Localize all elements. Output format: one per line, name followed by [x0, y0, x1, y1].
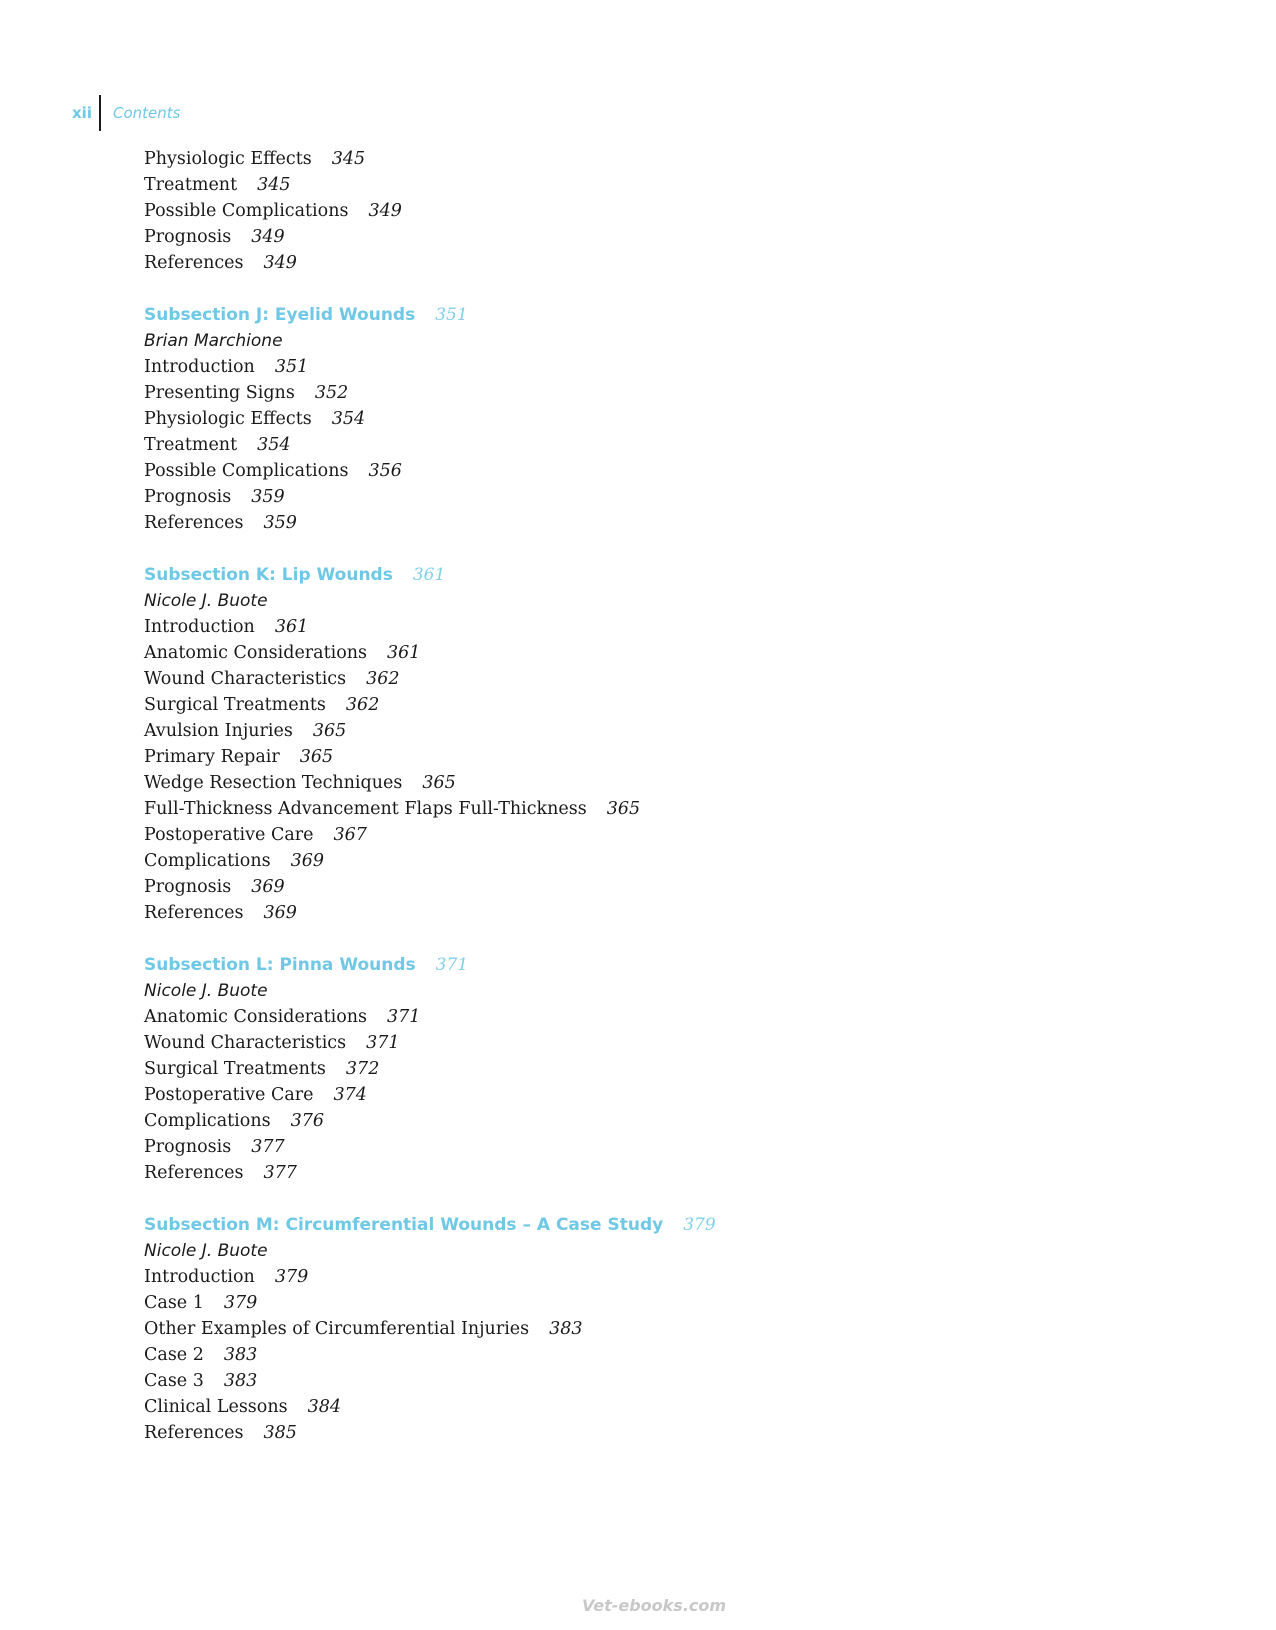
- toc-entry[interactable]: [144, 666, 1144, 692]
- toc-entry[interactable]: [144, 1316, 1144, 1342]
- toc-entry-label: References: [144, 253, 244, 273]
- toc-entry-label: Wound Characteristics: [144, 669, 347, 689]
- toc-entry-page: 345: [257, 175, 291, 195]
- toc-entry-label: Case 3: [144, 1371, 204, 1391]
- toc-entry-page: 383: [549, 1319, 583, 1339]
- toc-entry[interactable]: [144, 1342, 1144, 1368]
- subsection-block: [144, 562, 1144, 926]
- subsection-title-text: Subsection M: Circumferential Wounds – A Case Study: [144, 1215, 664, 1235]
- toc-entry-label: Possible Complications: [144, 461, 349, 481]
- toc-entry-label: Introduction: [144, 357, 255, 377]
- toc-entry-page: 349: [251, 227, 285, 247]
- toc-entry-page: 356: [368, 461, 402, 481]
- subsection-block: [144, 952, 1144, 1186]
- toc-entry-page: 383: [223, 1345, 258, 1365]
- toc-entry-page: 365: [299, 747, 334, 767]
- toc-entry-page: 369: [251, 877, 285, 897]
- toc-entry[interactable]: [144, 146, 1144, 172]
- subsection-block: [144, 1212, 1144, 1446]
- toc-entry[interactable]: [144, 1030, 1144, 1056]
- toc-entry-page: 361: [387, 643, 421, 663]
- toc-entry[interactable]: [144, 458, 1144, 484]
- toc-entry[interactable]: [144, 770, 1144, 796]
- subsection-title-text: Subsection L: Pinna Wounds: [144, 955, 416, 975]
- toc-entry-label: Primary Repair: [144, 747, 280, 767]
- toc-entry[interactable]: [144, 1394, 1144, 1420]
- subsection-title[interactable]: [144, 1212, 1144, 1238]
- running-head-title: Contents: [112, 104, 181, 122]
- toc-entry-label: Surgical Treatments: [144, 695, 326, 715]
- toc-entry-label: Treatment: [144, 435, 238, 455]
- toc-entry[interactable]: [144, 1004, 1144, 1030]
- toc-entry-page: 385: [263, 1423, 297, 1443]
- toc-entry-label: Physiologic Effects: [144, 409, 312, 429]
- table-of-contents: [144, 146, 1144, 1446]
- toc-entry[interactable]: [144, 1290, 1144, 1316]
- toc-entry-page: 362: [345, 695, 380, 715]
- toc-entry-page: 354: [331, 409, 366, 429]
- toc-entry-page: 349: [263, 253, 297, 273]
- toc-entry-page: 359: [251, 487, 285, 507]
- toc-entry-label: Complications: [144, 851, 271, 871]
- toc-entry[interactable]: [144, 718, 1144, 744]
- toc-entry[interactable]: [144, 172, 1144, 198]
- subsection-author: Nicole J. Buote: [144, 981, 268, 1001]
- subsection-title[interactable]: [144, 302, 1144, 328]
- toc-entry-label: Surgical Treatments: [144, 1059, 326, 1079]
- toc-entry[interactable]: [144, 692, 1144, 718]
- toc-entry-label: Postoperative Care: [144, 825, 314, 845]
- subsection-page: 371: [435, 955, 469, 975]
- subsection-block: [144, 302, 1144, 536]
- toc-entry[interactable]: [144, 1420, 1144, 1446]
- toc-entry-label: Anatomic Considerations: [144, 1007, 368, 1027]
- toc-entry-label: Wedge Resection Techniques: [144, 773, 403, 793]
- toc-entry[interactable]: [144, 510, 1144, 536]
- subsection-title[interactable]: [144, 562, 1144, 588]
- subsection-title-text: Subsection J: Eyelid Wounds: [144, 305, 416, 325]
- toc-entry-page: 377: [251, 1137, 285, 1157]
- subsection-page: 351: [435, 305, 468, 325]
- subsection-page: 361: [412, 565, 446, 585]
- toc-entry-page: 371: [387, 1007, 421, 1027]
- toc-entry-page: 365: [422, 773, 456, 793]
- toc-entry[interactable]: [144, 432, 1144, 458]
- toc-entry-page: 365: [312, 721, 347, 741]
- toc-entry[interactable]: [144, 224, 1144, 250]
- toc-entry-label: Anatomic Considerations: [144, 643, 368, 663]
- subsection-author: Brian Marchione: [144, 331, 283, 351]
- watermark-logo: Vet-ebooks.com: [582, 1596, 727, 1615]
- toc-entry-label: Prognosis: [144, 1137, 232, 1157]
- subsection-author: Nicole J. Buote: [144, 1241, 268, 1261]
- toc-entry-page: 354: [257, 435, 291, 455]
- toc-entry[interactable]: [144, 1160, 1144, 1186]
- toc-entry-page: 362: [366, 669, 400, 689]
- toc-entry[interactable]: [144, 354, 1144, 380]
- toc-entry[interactable]: [144, 1134, 1144, 1160]
- toc-entry[interactable]: [144, 848, 1144, 874]
- toc-entry[interactable]: [144, 1368, 1144, 1394]
- toc-entry-page: 365: [606, 799, 641, 819]
- toc-entry-page: 352: [314, 383, 349, 403]
- toc-entry-page: 383: [223, 1371, 258, 1391]
- toc-entry-label: Treatment: [144, 175, 238, 195]
- toc-entry[interactable]: [144, 380, 1144, 406]
- toc-entry-label: Presenting Signs: [144, 383, 295, 403]
- toc-entry-label: References: [144, 903, 244, 923]
- page-folio: xii: [72, 104, 92, 122]
- toc-entry-page: 359: [263, 513, 297, 533]
- toc-entry-label: Case 2: [144, 1345, 204, 1365]
- toc-entry[interactable]: [144, 1108, 1144, 1134]
- toc-entry-page: 374: [333, 1085, 367, 1105]
- toc-entry[interactable]: [144, 744, 1144, 770]
- toc-entry-page: 371: [366, 1033, 400, 1053]
- toc-entry-label: Possible Complications: [144, 201, 349, 221]
- toc-entry-page: 379: [223, 1293, 258, 1313]
- toc-entry-page: 345: [331, 149, 366, 169]
- toc-entry-label: Avulsion Injuries: [144, 721, 293, 741]
- toc-entry-label: Prognosis: [144, 487, 232, 507]
- toc-entry[interactable]: [144, 614, 1144, 640]
- toc-entry-label: Case 1: [144, 1293, 204, 1313]
- toc-entry-label: Prognosis: [144, 877, 232, 897]
- toc-entry-page: 377: [263, 1163, 297, 1183]
- toc-entry[interactable]: [144, 484, 1144, 510]
- toc-entry-label: Postoperative Care: [144, 1085, 314, 1105]
- toc-entry-page: 367: [333, 825, 367, 845]
- toc-entry-page: 369: [290, 851, 324, 871]
- toc-entry-label: Introduction: [144, 1267, 255, 1287]
- toc-entry-label: References: [144, 1163, 244, 1183]
- toc-entry[interactable]: [144, 250, 1144, 276]
- toc-entry-label: Complications: [144, 1111, 271, 1131]
- toc-entry-page: 376: [290, 1111, 324, 1131]
- toc-entry-label: Prognosis: [144, 227, 232, 247]
- toc-entry[interactable]: [144, 640, 1144, 666]
- toc-entry-page: 361: [274, 617, 309, 637]
- toc-entry-label: Other Examples of Circumferential Injuries: [144, 1319, 530, 1339]
- toc-entry[interactable]: [144, 1056, 1144, 1082]
- running-head: [72, 95, 180, 131]
- toc-entry-label: Wound Characteristics: [144, 1033, 347, 1053]
- subsection-author: Nicole J. Buote: [144, 591, 268, 611]
- toc-entry-page: 384: [307, 1397, 341, 1417]
- toc-entry[interactable]: [144, 874, 1144, 900]
- subsection-title-text: Subsection K: Lip Wounds: [144, 565, 393, 585]
- toc-entry-page: 379: [274, 1267, 309, 1287]
- toc-entry[interactable]: [144, 822, 1144, 848]
- toc-entry[interactable]: [144, 198, 1144, 224]
- toc-entry[interactable]: [144, 900, 1144, 926]
- toc-entry-page: 372: [345, 1059, 380, 1079]
- toc-entry-page: 349: [368, 201, 402, 221]
- toc-entry-label: Full-Thickness Advancement Flaps Full-Thickness: [144, 799, 587, 819]
- toc-entry[interactable]: [144, 406, 1144, 432]
- toc-entry-label: References: [144, 513, 244, 533]
- toc-entry-page: 369: [263, 903, 297, 923]
- toc-entry-page: 351: [274, 357, 309, 377]
- toc-entry[interactable]: [144, 796, 1144, 822]
- subsection-title[interactable]: [144, 952, 1144, 978]
- toc-entry-label: Introduction: [144, 617, 255, 637]
- toc-entry-label: References: [144, 1423, 244, 1443]
- toc-entry-label: Clinical Lessons: [144, 1397, 288, 1417]
- toc-entry[interactable]: [144, 1264, 1144, 1290]
- toc-entry-label: Physiologic Effects: [144, 149, 312, 169]
- toc-entry[interactable]: [144, 1082, 1144, 1108]
- subsection-page: 379: [683, 1215, 716, 1235]
- continued-section: [144, 146, 1144, 276]
